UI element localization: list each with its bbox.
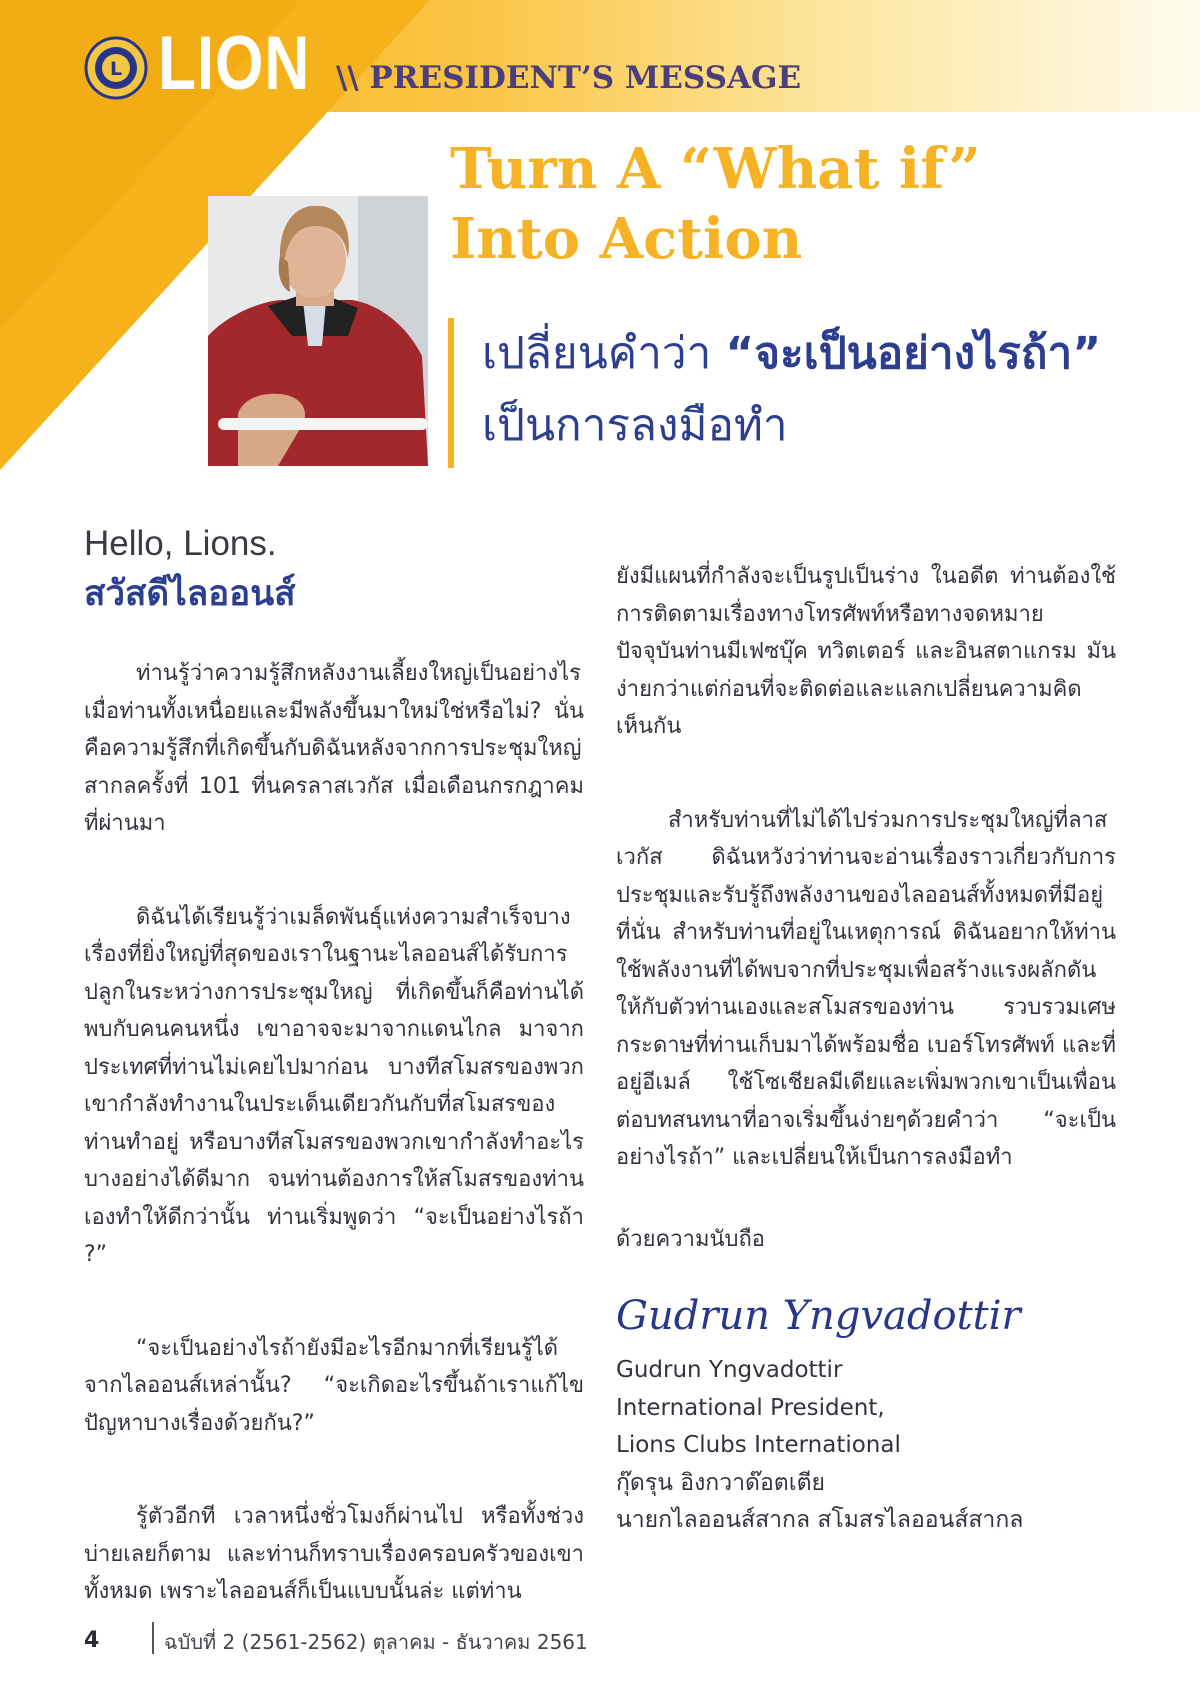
brand-logo-text: LION (158, 21, 311, 106)
paragraph: รู้ตัวอีกที เวลาหนึ่งชั่วโมงก็ผ่านไป หรือทั้งช่วงบ่ายเลยก็ตาม และท่านก็ทราบเรื่องครอบครัวของเขาทั้งหมด เพราะไลออนส์ก็เป็นแบบนั้นล่ะ แต่ท่าน (84, 1504, 584, 1604)
signer-title: International President, (616, 1394, 885, 1421)
thai-title-plain: เปลี่ยนคำว่า (482, 328, 726, 379)
section-title: \\ PRESIDENT’S MESSAGE (336, 60, 802, 96)
handwritten-signature: Gudrun Yngvadottir (616, 1293, 1021, 1339)
greeting-th: สวัสดีไลออนส์ (84, 574, 296, 614)
title-line-1: Turn A “What if” (450, 136, 981, 202)
signer-name-th: กุ๊ดรุน อิงกวาด๊อตเตีย (616, 1469, 826, 1496)
issue-info: ฉบับที่ 2 (2561-2562) ตุลาคม - ธันวาคม 2561 (164, 1630, 588, 1654)
paragraph: ยังมีแผนที่กำลังจะเป็นรูปเป็นร่าง ในอดีต ท่านต้องใช้การติดตามเรื่องทางโทรศัพท์หรือทางจดหมาย ปัจจุบันท่านมีเฟซบุ๊ค ทวิตเตอร์ และอินสตาแกรม มันง่ายกว่าแต่ก่อนที่จะติดต่อและแลกเปลี่ยนความคิดเห็นกัน (616, 564, 1116, 739)
signer-org: Lions Clubs International (616, 1432, 901, 1458)
signer-name: Gudrun Yngvadottir (616, 1357, 843, 1383)
signer-title-th: นายกไลออนส์สากล สโมสรไลออนส์สากล (616, 1507, 1024, 1533)
paragraph: “จะเป็นอย่างไรถ้ายังมีอะไรอีกมากที่เรียนรู้ได้จากไลออนส์เหล่านั้น? “จะเกิดอะไรขึ้นถ้าเราแก้ไขปัญหาบางเรื่องด้วยกัน?” (84, 1335, 584, 1436)
paragraph: ท่านรู้ว่าความรู้สึกหลังงานเลี้ยงใหญ่เป็นอย่างไร เมื่อท่านทั้งเหนื่อยและมีพลังขึ้นมาใหม่ใช่หรือไม่? นั่นคือความรู้สึกที่เกิดขึ้นกับดิฉันหลังจากการประชุมใหญ่สากลครั้งที่ 101 ที่นครลาสเวกัส เมื่อเดือนกรกฎาคมที่ผ่านมา (84, 661, 584, 836)
right-column (616, 558, 1116, 1258)
footer-divider (152, 1622, 154, 1654)
title-accent-bar (448, 318, 454, 468)
left-column (84, 655, 584, 1611)
paragraph: สำหรับท่านที่ไม่ได้ไปร่วมการประชุมใหญ่ที่ลาสเวกัส ดิฉันหวังว่าท่านจะอ่านเรื่องราวเกี่ยวกับการประชุมและรับรู้ถึงพลังงานของไลออนส์ทั้งหมดที่มีอยู่ที่นั่น สำหรับท่านที่อยู่ในเหตุการณ์ ดิฉันอยากให้ท่านใช้พลังงานที่ได้พบจากที่ประชุมเพื่อสร้างแรงผลักดันให้กับตัวท่านเองและสโมสรของท่าน รวบรวมเศษกระดาษที่ท่านเก็บมาได้พร้อมชื่อ เบอร์โทรศัพท์ และที่อยู่อีเมล์ ใช้โซเชียลมีเดียและเพิ่มพวกเขาเป็นเพื่อน ต่อบทสนทนาที่อาจเริ่มขึ้นง่ายๆด้วยคำว่า “จะเป็นอย่างไรถ้า” และเปลี่ยนให้เป็นการลงมือทำ (616, 807, 1116, 1170)
article-title (450, 134, 981, 274)
thai-title-line-1 (482, 318, 1101, 390)
president-photo (208, 196, 428, 466)
paragraph: ดิฉันได้เรียนรู้ว่าเมล็ดพันธุ์แห่งความสำเร็จบางเรื่องที่ยิ่งใหญ่ที่สุดของเราในฐานะไลออนส์ได้รับการปลูกในระหว่างการประชุมใหญ่ ที่เกิดขึ้นก็คือท่านได้พบกับคนคนหนึ่ง เขาอาจจะมาจากแดนไกล มาจากประเทศที่ท่านไม่เคยไปมาก่อน บางทีสโมสรของพวกเขากำลังทำงานในประเด็นเดียวกันกับที่สโมสรของท่านทำอยู่ หรือบางทีสโมสรของพวกเขากำลังทำอะไรบางอย่างได้ดีมาก จนท่านต้องการให้สโมสรของท่านเองทำให้ดีกว่านั้น ท่านเริ่มพูดว่า “จะเป็นอย่างไรถ้า ?” (84, 904, 584, 1267)
signature-block (616, 1352, 1023, 1540)
thai-title-bold: “จะเป็นอย่างไรถ้า” (725, 328, 1102, 379)
thai-title (482, 318, 1101, 462)
closing-text: ด้วยความนับถือ (616, 1226, 765, 1252)
page-number: 4 (84, 1628, 100, 1653)
svg-text:L: L (109, 58, 123, 80)
thai-title-line-2: เป็นการลงมือทำ (482, 400, 788, 451)
lions-emblem-icon (84, 36, 148, 100)
greeting-en: Hello, Lions. (84, 524, 277, 563)
title-line-2: Into Action (450, 206, 803, 272)
